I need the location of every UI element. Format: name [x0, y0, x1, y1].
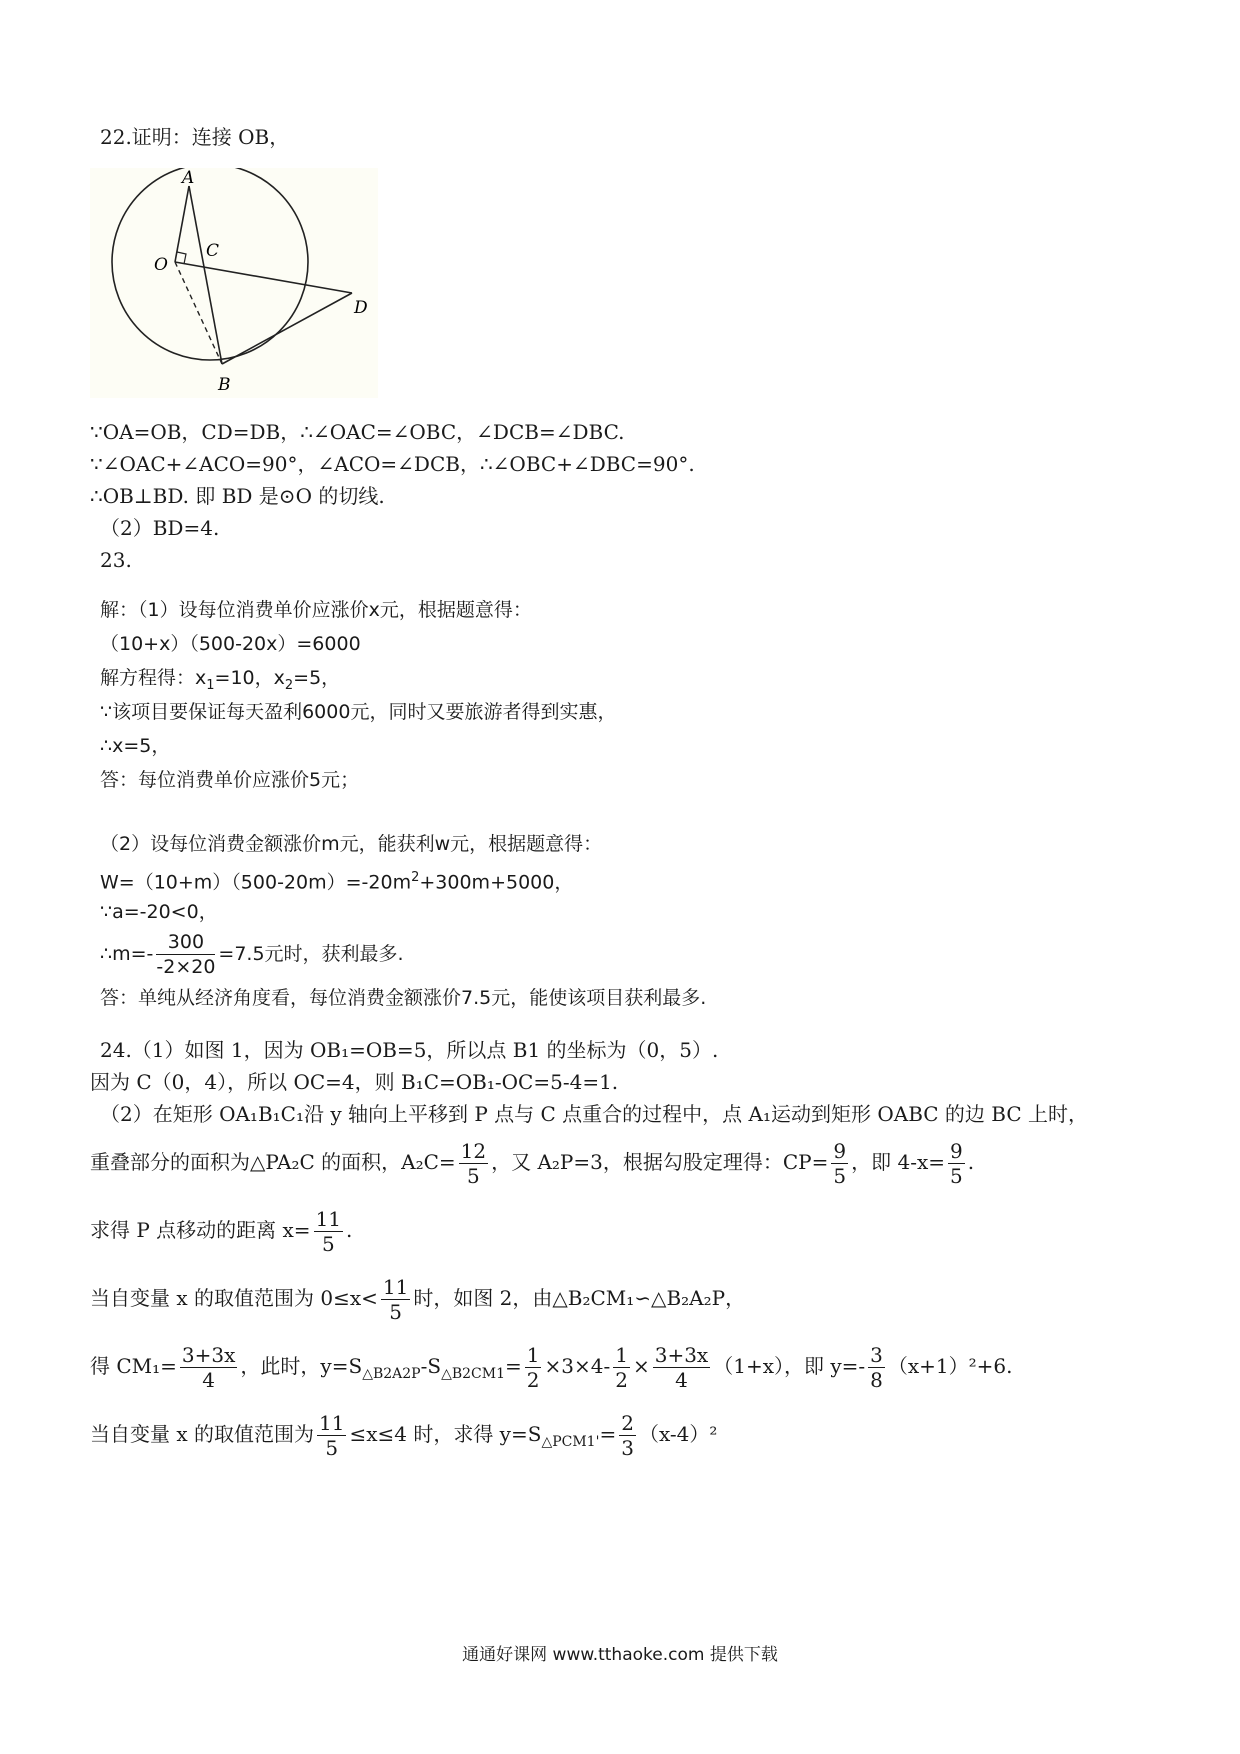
segment-od — [175, 262, 352, 293]
q24-line-8: 当自变量 x 的取值范围为 $\frac{11}{5}$ ≤x≤4 时，求得 $y=S_{\triangle PCM1'}=$ $\frac{2}{3}$ （x-4）² — [90, 1411, 718, 1460]
label-c: C — [206, 241, 220, 261]
q24-line-1: 24.（1）如图 1，因为 OB₁=OB=5，所以点 B1 的坐标为（0，5）. — [100, 1038, 719, 1062]
q22-line-1: ∵OA=OB，CD=DB，∴∠OAC=∠OBC，∠DCB=∠DBC. — [90, 420, 625, 444]
q23-line-5: ∴x=5， — [100, 735, 171, 757]
q22-line-2: ∵∠OAC+∠ACO=90°，∠ACO=∠DCB，∴∠OBC+∠DBC=90°. — [90, 452, 695, 476]
q24-line-2: 因为 C（0，4），所以 OC=4，则 B₁C=OB₁-OC=5-4=1. — [90, 1070, 619, 1094]
geometry-figure — [90, 168, 378, 398]
q23-line-11: 答：单纯从经济角度看，每位消费金额涨价7.5元，能使该项目获利最多. — [100, 987, 707, 1009]
q24-line-7: 得 CM₁= $\frac{3+3x}{4}$ ，此时，$y=S_{\triangle B2A2P}-S_{\triangle B2CM1}=$ $\frac{1}{2}$ ×3×4- $\frac{1}{2}$ × $\frac{3+3x}{4}$ （1+x），即 y=- $\frac{3}{8}$ （x+1）²+6. — [90, 1343, 1013, 1392]
segment-bd — [222, 293, 352, 364]
q23-line-8: $W=(10+m)(500-20m)=-20m^2+300m+5000$， — [100, 870, 574, 894]
label-d: D — [354, 298, 368, 318]
q24-line-4: 重叠部分的面积为△PA₂C 的面积，A₂C= $\frac{12}{5}$ ，又 A₂P=3，根据勾股定理得：CP= $\frac{9}{5}$ ，即 4-x= $\frac{9}{5}$ . — [90, 1139, 975, 1188]
q22-line-4: （2）BD=4. — [100, 516, 220, 540]
q24-line-5: 求得 P 点移动的距离 x= $\frac{11}{5}$ . — [90, 1207, 353, 1256]
circle-tangent-diagram — [90, 168, 378, 398]
segment-ab — [189, 186, 222, 364]
page-footer: 通通好课网 www.tthaoke.com 提供下载 — [462, 1645, 778, 1665]
q23-heading: 23. — [100, 548, 132, 572]
q23-line-2: （10+x）（500-20x）=6000 — [100, 633, 361, 655]
label-o: O — [154, 255, 168, 275]
q23-line-9: ∵a=-20<0， — [100, 901, 218, 923]
q23-line-6: 答：每位消费单价应涨价5元； — [100, 769, 360, 791]
segment-ao — [175, 186, 189, 262]
q23-line-1: 解：（1）设每位消费单价应涨价x元，根据题意得： — [100, 599, 532, 621]
q23-line-7: （2）设每位消费金额涨价m元，能获利w元，根据题意得： — [100, 833, 603, 855]
q23-line-3: 解方程得：$x_1=10$，$x_2=5$， — [100, 667, 341, 693]
q22-heading: 22.证明：连接 OB， — [100, 125, 290, 149]
q24-line-6: 当自变量 x 的取值范围为 0≤x< $\frac{11}{5}$ 时，如图 2，由△B₂CM₁∽△B₂A₂P， — [90, 1275, 746, 1324]
q22-line-3: ∴OB⊥BD. 即 BD 是⊙O 的切线. — [90, 484, 385, 508]
circle-o — [112, 168, 308, 360]
q23-line-4: ∵该项目要保证每天盈利6000元，同时又要旅游者得到实惠， — [100, 701, 617, 723]
label-a: A — [182, 168, 195, 188]
segment-ob-dashed — [175, 262, 222, 364]
label-b: B — [218, 375, 231, 395]
q23-line-10: ∴m=- $\frac{300}{-2\times 20}$ =7.5元时，获利最多. — [100, 931, 404, 978]
q24-line-3: （2）在矩形 OA₁B₁C₁沿 y 轴向上平移到 P 点与 C 点重合的过程中，点 A₁运动到矩形 OABC 的边 BC 上时， — [100, 1102, 1089, 1126]
